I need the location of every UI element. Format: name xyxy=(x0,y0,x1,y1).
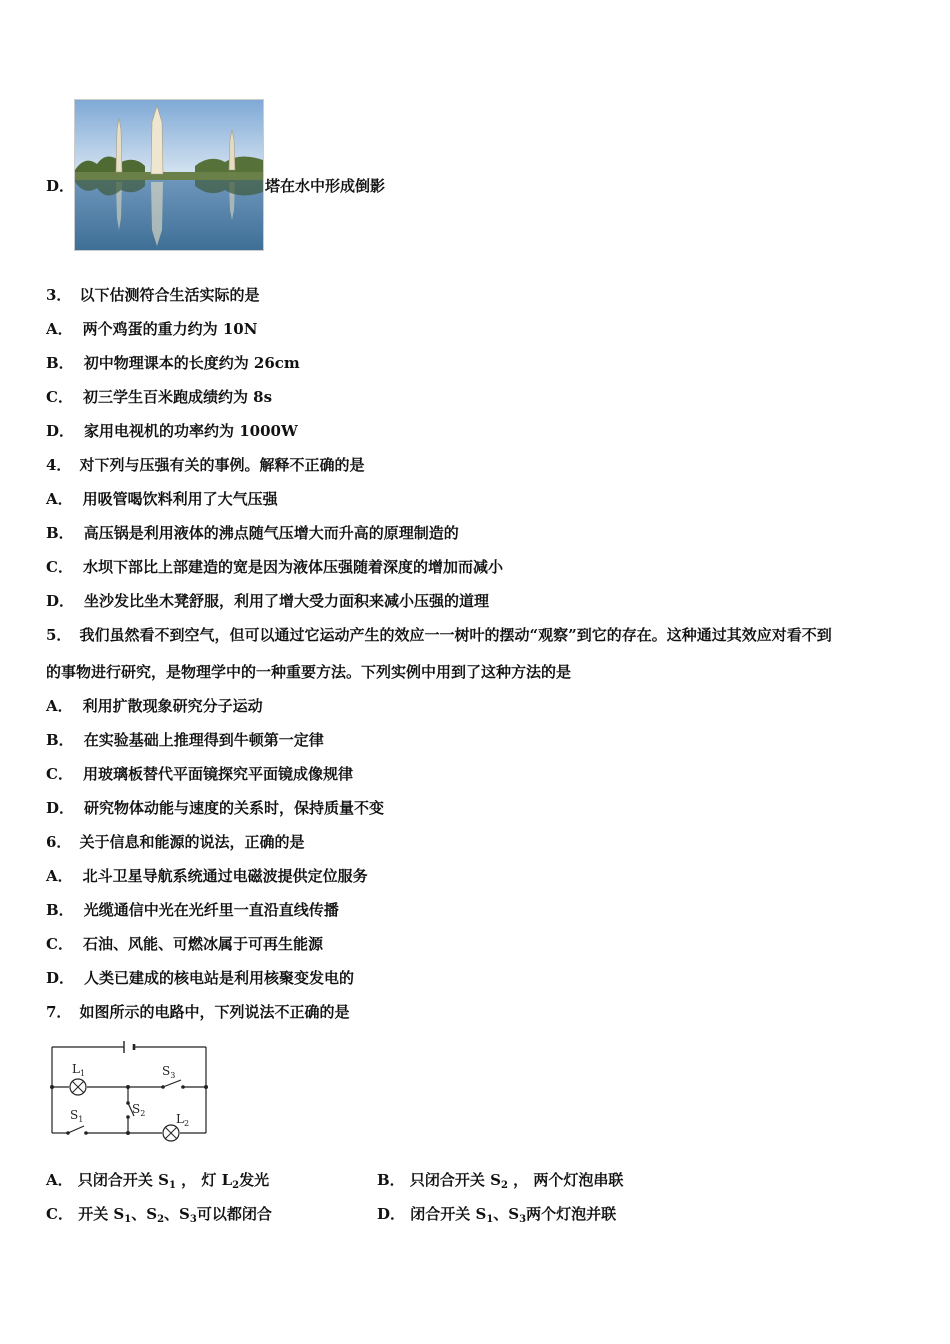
option-label: A． xyxy=(46,867,73,885)
battery-symbol xyxy=(124,1041,134,1053)
question-text: 如图所示的电路中，下列说法不正确的是 xyxy=(79,1003,350,1021)
subscript: 3 xyxy=(519,1214,527,1225)
option-label: C． xyxy=(46,1205,73,1223)
question-number: 6． xyxy=(46,833,72,851)
option-text-part: 、S xyxy=(131,1205,158,1223)
q4-option-b xyxy=(46,523,459,543)
q7-option-b xyxy=(377,1170,623,1190)
option-text: 初中物理课本的长度约为 26cm xyxy=(83,354,300,372)
option-text-part: ， 两个灯泡串联 xyxy=(507,1171,624,1189)
question-number: 7． xyxy=(46,1003,72,1021)
q4-stem xyxy=(46,455,364,475)
switch-s3-symbol xyxy=(161,1080,185,1089)
q6-option-c xyxy=(46,934,323,954)
q3-stem xyxy=(46,285,259,305)
q3-option-c xyxy=(46,387,272,407)
q5-option-a xyxy=(46,696,263,716)
option-label: C． xyxy=(46,935,73,953)
option-text: 光缆通信中光在光纤里一直沿直线传播 xyxy=(83,901,339,919)
option-label: D． xyxy=(46,177,75,195)
question-text: 以下估测符合生活实际的是 xyxy=(79,286,260,304)
option-text: 利用扩散现象研究分子运动 xyxy=(82,697,263,715)
label-s1: $S_1$ xyxy=(70,1108,84,1124)
subscript: 2 xyxy=(232,1180,240,1191)
q3-option-d xyxy=(46,421,298,441)
q2-option-d-text: 塔在水中形成倒影 xyxy=(265,177,386,195)
option-text: 人类已建成的核电站是利用核聚变发电的 xyxy=(84,969,355,987)
pagoda-reflection-image xyxy=(75,100,263,250)
option-text: 两个鸡蛋的重力约为 10N xyxy=(82,320,258,338)
option-text-part: ， 灯 L xyxy=(175,1171,233,1189)
label-s2: $S_2$ xyxy=(132,1102,146,1118)
q5-option-b xyxy=(46,730,324,750)
q4-option-d xyxy=(46,591,489,611)
q4-option-a xyxy=(46,489,278,509)
option-label: A． xyxy=(46,320,73,338)
option-text: 研究物体动能与速度的关系时，保持质量不变 xyxy=(84,799,385,817)
option-text-part: 、S xyxy=(493,1205,520,1223)
option-text-part: 、S xyxy=(164,1205,190,1223)
option-text: 高压锅是利用液体的沸点随气压增大而升高的原理制造的 xyxy=(83,524,459,542)
subscript: 3 xyxy=(189,1214,197,1225)
option-text-part: 开关 S xyxy=(78,1205,125,1223)
q3-option-a xyxy=(46,319,257,339)
question-text: 对下列与压强有关的事例。解释不正确的是 xyxy=(79,456,365,474)
option-text: 家用电视机的功率约为 1000W xyxy=(84,422,298,440)
q3-option-b xyxy=(46,353,300,373)
q7-option-d xyxy=(377,1204,616,1224)
option-label: B． xyxy=(46,354,74,372)
option-label: C． xyxy=(46,765,73,783)
option-label: B． xyxy=(46,524,74,542)
circuit-diagram xyxy=(44,1037,214,1143)
option-text-part: 闭合开关 S xyxy=(410,1205,487,1223)
option-label: C． xyxy=(46,388,73,406)
option-text-part: 两个灯泡并联 xyxy=(526,1205,617,1223)
option-label: B． xyxy=(46,901,74,919)
label-l2: $L_2$ xyxy=(176,1112,190,1128)
question-number: 3． xyxy=(46,286,72,304)
q5-stem-line1 xyxy=(46,625,832,645)
subscript: 2 xyxy=(157,1214,165,1225)
switch-s1-symbol xyxy=(66,1126,88,1135)
option-text: 初三学生百米跑成绩约为 8s xyxy=(82,388,273,406)
option-label: D． xyxy=(46,592,75,610)
q2-option-d xyxy=(46,176,74,196)
option-text: 用玻璃板替代平面镜探究平面镜成像规律 xyxy=(82,765,353,783)
q6-option-d xyxy=(46,968,354,988)
option-text-part: 可以都闭合 xyxy=(196,1205,272,1223)
subscript: 1 xyxy=(124,1214,132,1225)
subscript: 1 xyxy=(486,1214,494,1225)
option-label: C． xyxy=(46,558,73,576)
q4-option-c xyxy=(46,557,503,577)
q7-stem xyxy=(46,1002,349,1022)
option-text: 用吸管喝饮料利用了大气压强 xyxy=(82,490,278,508)
label-l1: $L_1$ xyxy=(72,1062,86,1078)
q6-stem xyxy=(46,832,304,852)
option-text: 水坝下部比上部建造的宽是因为液体压强随着深度的增加而减小 xyxy=(82,558,503,576)
option-label: D． xyxy=(46,969,75,987)
q7-option-c xyxy=(46,1204,272,1224)
option-label: A． xyxy=(46,1171,73,1189)
option-text: 石油、风能、可燃冰属于可再生能源 xyxy=(82,935,323,953)
question-text: 关于信息和能源的说法，正确的是 xyxy=(79,833,305,851)
q5-option-d xyxy=(46,798,384,818)
subscript: 2 xyxy=(500,1180,508,1191)
q5-option-c xyxy=(46,764,353,784)
question-text: 我们虽然看不到空气，但可以通过它运动产生的效应一一树叶的摆动“观察”到它的存在。这种通过其效应对看不到 xyxy=(79,626,832,644)
question-number: 5． xyxy=(46,626,72,644)
option-label: B． xyxy=(377,1171,405,1189)
q5-stem-line2: 的事物进行研究，是物理学中的一种重要方法。下列实例中用到了这种方法的是 xyxy=(46,663,572,681)
option-text-part: 只闭合开关 S xyxy=(409,1171,501,1189)
option-label: D． xyxy=(377,1205,406,1223)
option-text-part: 发光 xyxy=(239,1171,270,1189)
option-label: B． xyxy=(46,731,74,749)
option-text-part: 只闭合开关 S xyxy=(77,1171,169,1189)
q7-option-a xyxy=(46,1170,269,1190)
option-label: A． xyxy=(46,697,73,715)
lamp-l2-symbol xyxy=(163,1125,179,1141)
lamp-l1-symbol xyxy=(70,1079,86,1095)
q6-option-b xyxy=(46,900,339,920)
option-text: 北斗卫星导航系统通过电磁波提供定位服务 xyxy=(82,867,368,885)
option-label: A． xyxy=(46,490,73,508)
option-label: D． xyxy=(46,422,75,440)
question-number: 4． xyxy=(46,456,72,474)
subscript: 1 xyxy=(168,1180,176,1191)
pagoda-reflection-photo xyxy=(74,99,264,251)
label-s3: $S_3$ xyxy=(162,1064,176,1080)
option-label: D． xyxy=(46,799,75,817)
option-text: 坐沙发比坐木凳舒服，利用了增大受力面积来减小压强的道理 xyxy=(84,592,490,610)
option-text: 在实验基础上推理得到牛顿第一定律 xyxy=(83,731,324,749)
q6-option-a xyxy=(46,866,368,886)
